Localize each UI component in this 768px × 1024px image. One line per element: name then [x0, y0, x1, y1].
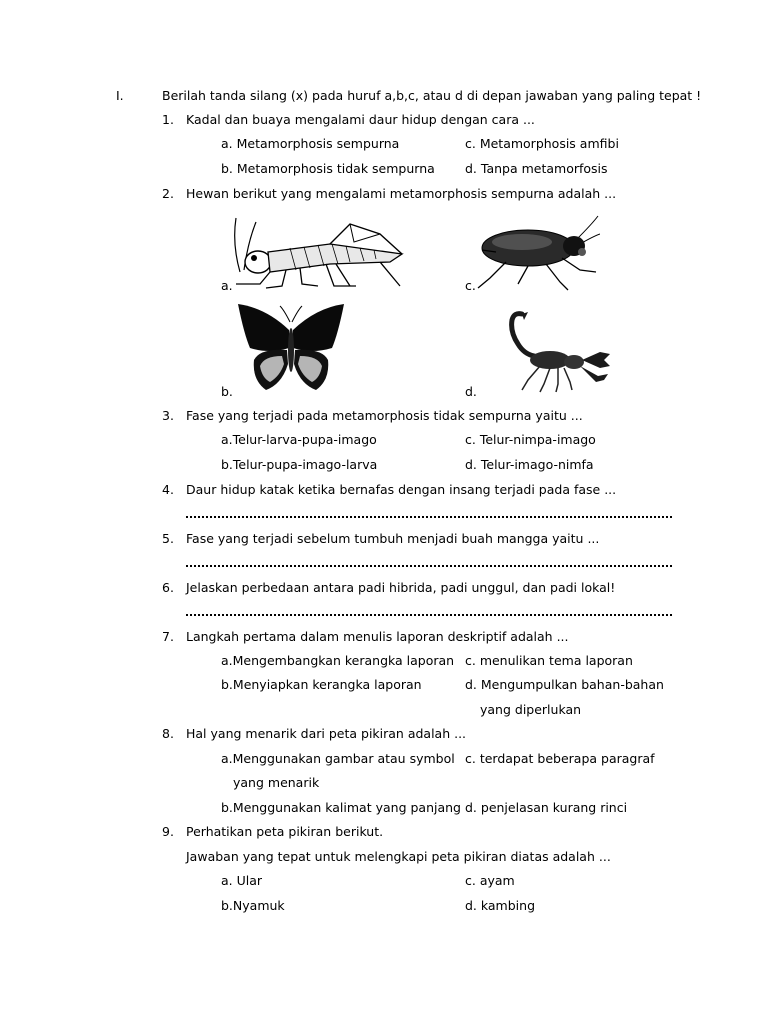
question-4-text: Daur hidup katak ketika bernafas dengan insang terjadi pada fase ... — [186, 482, 617, 497]
question-6-text: Jelaskan perbedaan antara padi hibrida, padi unggul, dan padi lokal! — [186, 580, 616, 595]
question-2-option-b-label: b. — [221, 384, 233, 399]
question-7-option-d: d. Mengumpulkan bahan-bahan — [465, 677, 664, 692]
question-3-option-d: d. Telur-imago-nimfa — [465, 457, 594, 472]
question-3-number: 3. — [162, 408, 174, 423]
question-7-option-b: b.Menyiapkan kerangka laporan — [221, 677, 422, 692]
question-2-number: 2. — [162, 186, 174, 201]
question-1-option-c: c. Metamorphosis amfibi — [465, 136, 619, 151]
section-instruction: Berilah tanda silang (x) pada huruf a,b,c, atau d di depan jawaban yang paling tepat ! — [162, 88, 702, 103]
question-2-option-a-label: a. — [221, 278, 233, 293]
cockroach-illustration — [476, 212, 600, 292]
grasshopper-illustration — [230, 214, 408, 290]
question-7-option-c: c. menulikan tema laporan — [465, 653, 633, 668]
question-7-option-d-continued: yang diperlukan — [480, 702, 582, 717]
scorpion-illustration — [500, 310, 612, 394]
question-8-option-b: b.Menggunakan kalimat yang panjang — [221, 800, 461, 815]
question-9-option-d: d. kambing — [465, 898, 536, 913]
question-7-text: Langkah pertama dalam menulis laporan deskriptif adalah ... — [186, 629, 569, 644]
question-9-text: Perhatikan peta pikiran berikut. — [186, 824, 384, 839]
question-3-option-b: b.Telur-pupa-imago-larva — [221, 457, 378, 472]
question-8-option-a-continued: yang menarik — [233, 775, 320, 790]
question-7-number: 7. — [162, 629, 174, 644]
question-4-number: 4. — [162, 482, 174, 497]
question-1-option-a: a. Metamorphosis sempurna — [221, 136, 400, 151]
question-1-option-d: d. Tanpa metamorfosis — [465, 161, 608, 176]
question-5-text: Fase yang terjadi sebelum tumbuh menjadi buah mangga yaitu ... — [186, 531, 600, 546]
question-5-number: 5. — [162, 531, 174, 546]
question-8-option-c: c. terdapat beberapa paragraf — [465, 751, 655, 766]
question-3-option-c: c. Telur-nimpa-imago — [465, 432, 596, 447]
question-9-option-b: b.Nyamuk — [221, 898, 285, 913]
question-9-option-a: a. Ular — [221, 873, 263, 888]
section-number: I. — [116, 88, 124, 103]
question-1-number: 1. — [162, 112, 174, 127]
question-3-text: Fase yang terjadi pada metamorphosis tidak sempurna yaitu ... — [186, 408, 583, 423]
question-1-option-b: b. Metamorphosis tidak sempurna — [221, 161, 435, 176]
answer-line-6 — [186, 610, 672, 616]
question-8-option-d: d. penjelasan kurang rinci — [465, 800, 628, 815]
question-2-text: Hewan berikut yang mengalami metamorphosis sempurna adalah ... — [186, 186, 617, 201]
question-9-number: 9. — [162, 824, 174, 839]
butterfly-illustration — [236, 304, 346, 392]
question-1-text: Kadal dan buaya mengalami daur hidup dengan cara ... — [186, 112, 535, 127]
answer-line-5 — [186, 561, 672, 567]
question-8-number: 8. — [162, 726, 174, 741]
question-8-text: Hal yang menarik dari peta pikiran adalah ... — [186, 726, 467, 741]
question-7-option-a: a.Mengembangkan kerangka laporan — [221, 653, 455, 668]
answer-line-4 — [186, 512, 672, 518]
question-9-option-c: c. ayam — [465, 873, 515, 888]
question-6-number: 6. — [162, 580, 174, 595]
question-3-option-a: a.Telur-larva-pupa-imago — [221, 432, 377, 447]
question-8-option-a: a.Menggunakan gambar atau symbol — [221, 751, 455, 766]
question-9-prompt: Jawaban yang tepat untuk melengkapi peta pikiran diatas adalah ... — [186, 849, 611, 864]
question-2-option-d-label: d. — [465, 384, 477, 399]
question-2-option-c-label: c. — [465, 278, 476, 293]
